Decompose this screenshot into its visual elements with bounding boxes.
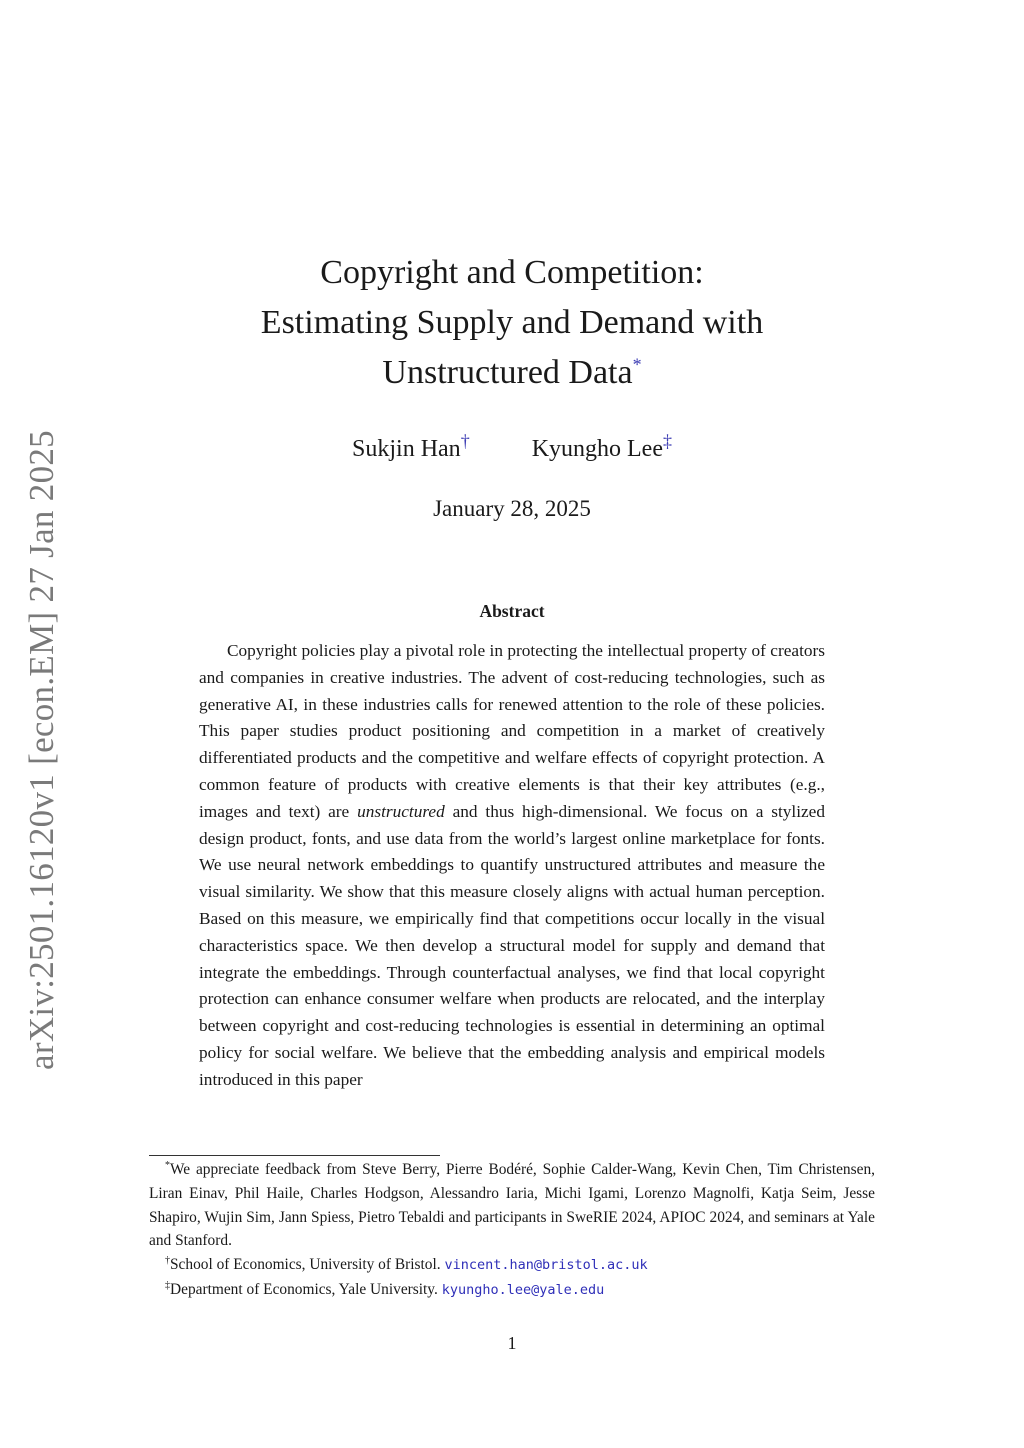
author-2-footnote-link[interactable]: ‡ xyxy=(662,431,672,451)
author-2-name: Kyungho Lee xyxy=(531,436,663,462)
footnote-1-text: We appreciate feedback from Steve Berry, Pierre Bodéré, Sophie Calder-Wang, Kevin Chen, Tim Christensen, Liran Einav, Phil Haile, Charles Hodgson, Alessandro Iaria, Michi Igami, Lorenzo Magnolfi, Katja Seim, Jesse Shapiro, Wujin Sim, Jann Spiess, Pietro Tebaldi and participants in SweRIE 2024, APIOC 2024, and seminars at Yale and Stanford. xyxy=(149,1161,875,1250)
abstract-heading: Abstract xyxy=(479,601,545,621)
arxiv-identifier: arXiv:2501.16120v1 [econ.EM] 27 Jan 2025 xyxy=(22,430,62,1070)
abstract-body xyxy=(199,638,825,1094)
title-line-3 xyxy=(180,348,844,398)
footnote-2-text: School of Economics, University of Bristol. xyxy=(170,1256,445,1274)
title-line-2: Estimating Supply and Demand with xyxy=(260,304,764,341)
footnote-3-mark: ‡ xyxy=(165,1279,170,1291)
arxiv-sidebar-stamp xyxy=(12,432,72,1068)
author-1-footnote-link[interactable]: † xyxy=(460,431,470,451)
abstract-text-part-2: and thus high-dimensional. We focus on a stylized design product, fonts, and use data from the world’s largest online marketplace for fonts. We use neural network embeddings to quantify unstructured attributes and measure the visual similarity. We show that this measure closely aligns with actual human perception. Based on this measure, we empirically find that competitions occur locally in the visual characteristics space. We then develop a structural model for supply and demand that integrate the embeddings. Through counterfactual analyses, we find that local copyright protection can enhance consumer welfare when products are relocated, and the interplay between copyright and cost-reducing technologies is essential in determining an optimal policy for social welfare. We believe that the embedding analysis and empirical models introduced in this paper xyxy=(199,801,825,1089)
abstract-text-part-1: Copyright policies play a pivotal role in protecting the intellectual property of creators and companies in creative industries. The advent of cost-reducing technologies, such as generative AI, in these industries calls for renewed attention to the role of these policies. This paper studies product positioning and competition in a market of creatively differentiated products and the competitive and welfare effects of copyright protection. A common feature of products with creative elements is that their key attributes (e.g., images and text) are xyxy=(199,641,825,821)
footnote-1-mark: * xyxy=(165,1159,170,1171)
footnote-affiliation-lee xyxy=(149,1278,875,1303)
publication-date: January 28, 2025 xyxy=(433,496,591,521)
email-link-lee[interactable]: kyungho.lee@yale.edu xyxy=(441,1281,605,1298)
title-footnote-link[interactable]: * xyxy=(632,354,642,375)
author-1 xyxy=(352,431,470,463)
footnote-2-mark: † xyxy=(165,1255,170,1267)
footnotes xyxy=(149,1158,875,1303)
author-list xyxy=(180,431,844,463)
title-line-3-text: Unstructured Data xyxy=(382,354,633,391)
footnote-divider xyxy=(149,1155,440,1156)
footnote-affiliation-han xyxy=(149,1253,875,1278)
footnote-3-text: Department of Economics, Yale University. xyxy=(170,1280,442,1298)
author-1-name: Sukjin Han xyxy=(352,436,461,462)
footnote-acknowledgements xyxy=(149,1158,875,1253)
email-link-han[interactable]: vincent.han@bristol.ac.uk xyxy=(444,1257,648,1274)
page-number: 1 xyxy=(507,1333,517,1353)
title-line-1: Copyright and Competition: xyxy=(320,254,704,291)
abstract-emphasis: unstructured xyxy=(357,801,445,821)
author-2 xyxy=(531,431,672,463)
paper-title xyxy=(180,248,844,398)
